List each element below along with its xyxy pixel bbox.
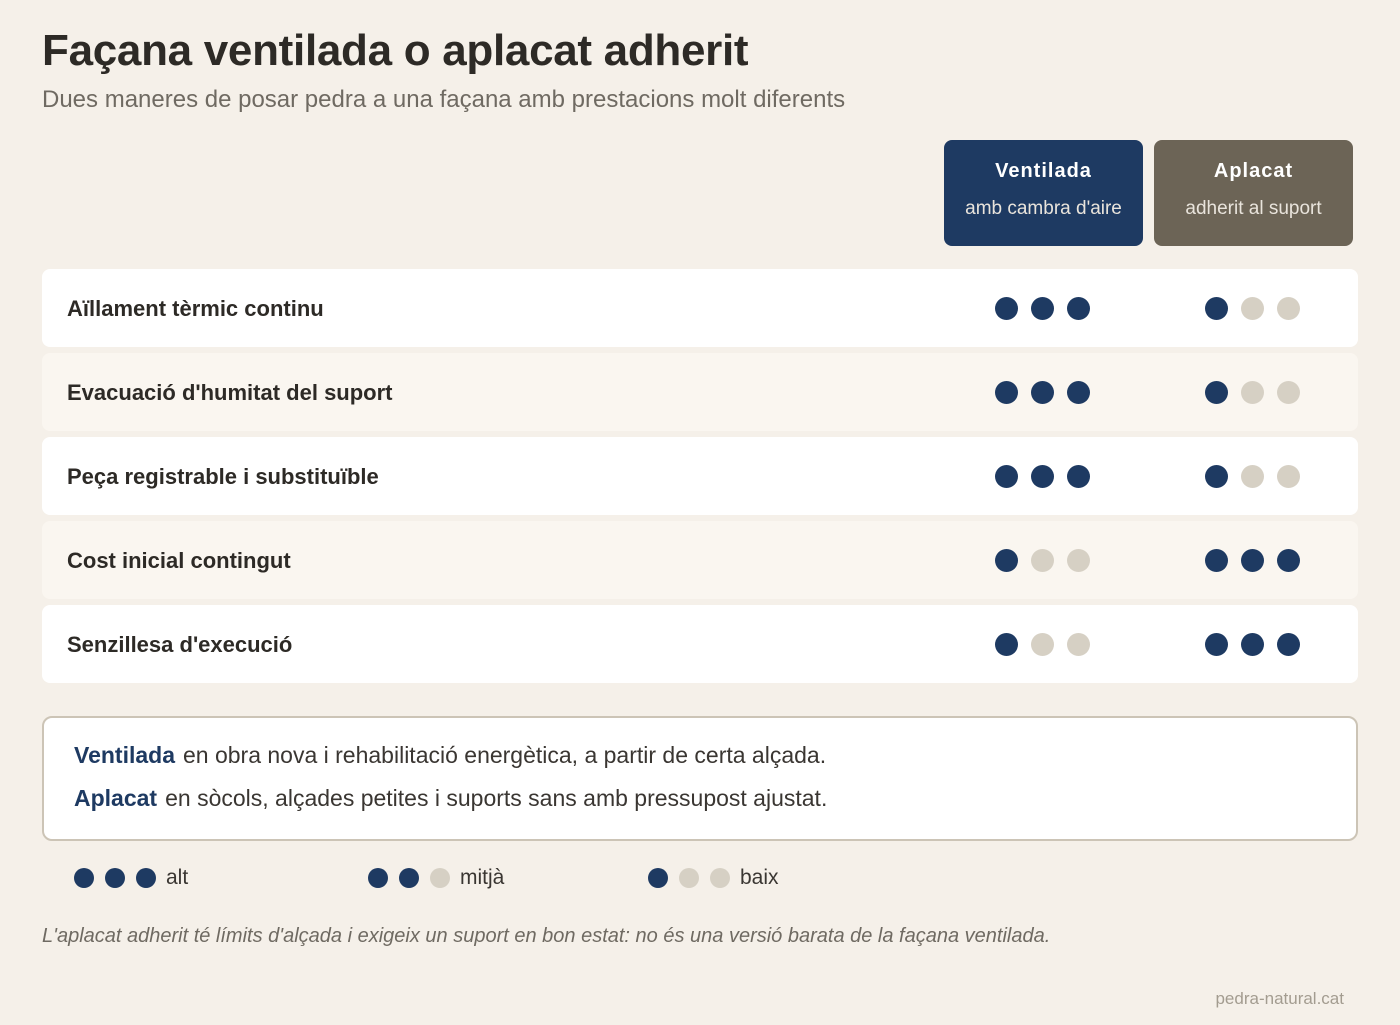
row-label: Cost inicial contingut <box>67 548 291 573</box>
rating-dot-filled <box>1277 633 1300 656</box>
table-row <box>42 521 1358 599</box>
comparison-table <box>42 269 1358 689</box>
table-row <box>42 353 1358 431</box>
legend <box>0 866 1400 896</box>
rating-aplacat <box>1205 633 1300 656</box>
rating-dot-filled <box>368 868 388 888</box>
rating-dot-filled <box>1205 297 1228 320</box>
table-row <box>42 437 1358 515</box>
rating-ventilada <box>995 465 1090 488</box>
rating-dot-filled <box>1241 633 1264 656</box>
rating-aplacat <box>1205 549 1300 572</box>
column-header-aplacat <box>1154 140 1353 246</box>
footnote: L'aplacat adherit té límits d'alçada i exigeix un suport en bon estat: no és una versió barata de la façana ventilada. <box>42 925 1051 947</box>
legend-item-alt <box>74 866 188 890</box>
rating-dot-filled <box>1205 549 1228 572</box>
rating-dot-empty <box>1067 633 1090 656</box>
source-credit: pedra-natural.cat <box>1215 989 1344 1008</box>
rating-dot-filled <box>995 633 1018 656</box>
rating-ventilada <box>995 297 1090 320</box>
legend-item-baix <box>648 866 779 890</box>
rating-dot-filled <box>399 868 419 888</box>
rating-dot-empty <box>1277 297 1300 320</box>
legend-item-mitja <box>368 866 504 890</box>
rating-dot-empty <box>679 868 699 888</box>
rating-ventilada <box>995 633 1090 656</box>
rating-dot-empty <box>1241 297 1264 320</box>
rating-dot-filled <box>74 868 94 888</box>
table-row <box>42 269 1358 347</box>
row-label: Aïllament tèrmic continu <box>67 296 324 321</box>
column-header-ventilada <box>944 140 1143 246</box>
rating-dot-filled <box>995 549 1018 572</box>
page-title: Façana ventilada o aplacat adherit <box>42 26 749 75</box>
rating-dot-empty <box>1277 465 1300 488</box>
rating-dot-filled <box>1277 549 1300 572</box>
column-title-aplacat: Aplacat <box>1213 160 1294 182</box>
rating-dot-filled <box>995 465 1018 488</box>
rating-dot-empty <box>430 868 450 888</box>
rating-dot-filled <box>1205 633 1228 656</box>
rating-dot-filled <box>1067 297 1090 320</box>
rating-dot-filled <box>648 868 668 888</box>
legend-label: baix <box>740 866 779 889</box>
keyword-aplacat: Aplacat <box>74 785 158 811</box>
row-label: Senzillesa d'execució <box>67 632 293 657</box>
rating-dot-filled <box>1205 465 1228 488</box>
column-subtitle-aplacat: adherit al suport <box>1185 198 1322 219</box>
legend-dots <box>74 868 156 888</box>
column-subtitle-ventilada: amb cambra d'aire <box>965 198 1122 219</box>
rating-dot-filled <box>136 868 156 888</box>
rating-aplacat <box>1205 465 1300 488</box>
keyword-ventilada: Ventilada <box>74 742 175 768</box>
rating-dot-empty <box>1241 465 1264 488</box>
rating-dot-filled <box>1067 465 1090 488</box>
rating-dot-filled <box>105 868 125 888</box>
table-row <box>42 605 1358 683</box>
rating-dot-empty <box>1277 381 1300 404</box>
rating-ventilada <box>995 549 1090 572</box>
rating-dot-empty <box>1067 549 1090 572</box>
rating-ventilada <box>995 381 1090 404</box>
rating-aplacat <box>1205 297 1300 320</box>
legend-label: alt <box>166 866 189 889</box>
rating-aplacat <box>1205 381 1300 404</box>
rating-dot-empty <box>1031 549 1054 572</box>
rating-dot-filled <box>1031 381 1054 404</box>
page-subtitle: Dues maneres de posar pedra a una façana amb prestacions molt diferents <box>42 86 846 113</box>
rating-dot-empty <box>710 868 730 888</box>
recommendation-text: en sòcols, alçades petites i suports sans amb pressupost ajustat. <box>165 785 828 811</box>
rating-dot-filled <box>1205 381 1228 404</box>
rating-dot-filled <box>995 297 1018 320</box>
rating-dot-filled <box>1067 381 1090 404</box>
rating-dot-filled <box>1031 465 1054 488</box>
recommendation-text: en obra nova i rehabilitació energètica, a partir de certa alçada. <box>182 742 827 768</box>
rating-dot-filled <box>995 381 1018 404</box>
recommendation-ventilada <box>74 742 826 769</box>
legend-dots <box>368 868 450 888</box>
rating-dot-empty <box>1241 381 1264 404</box>
column-title-ventilada: Ventilada <box>995 160 1092 182</box>
recommendation-box <box>42 716 1358 841</box>
rating-dot-empty <box>1031 633 1054 656</box>
row-label: Evacuació d'humitat del suport <box>67 380 393 405</box>
rating-dot-filled <box>1241 549 1264 572</box>
legend-dots <box>648 868 730 888</box>
rating-dot-filled <box>1031 297 1054 320</box>
recommendation-aplacat <box>74 785 827 812</box>
row-label: Peça registrable i substituïble <box>67 464 379 489</box>
legend-label: mitjà <box>460 866 505 889</box>
